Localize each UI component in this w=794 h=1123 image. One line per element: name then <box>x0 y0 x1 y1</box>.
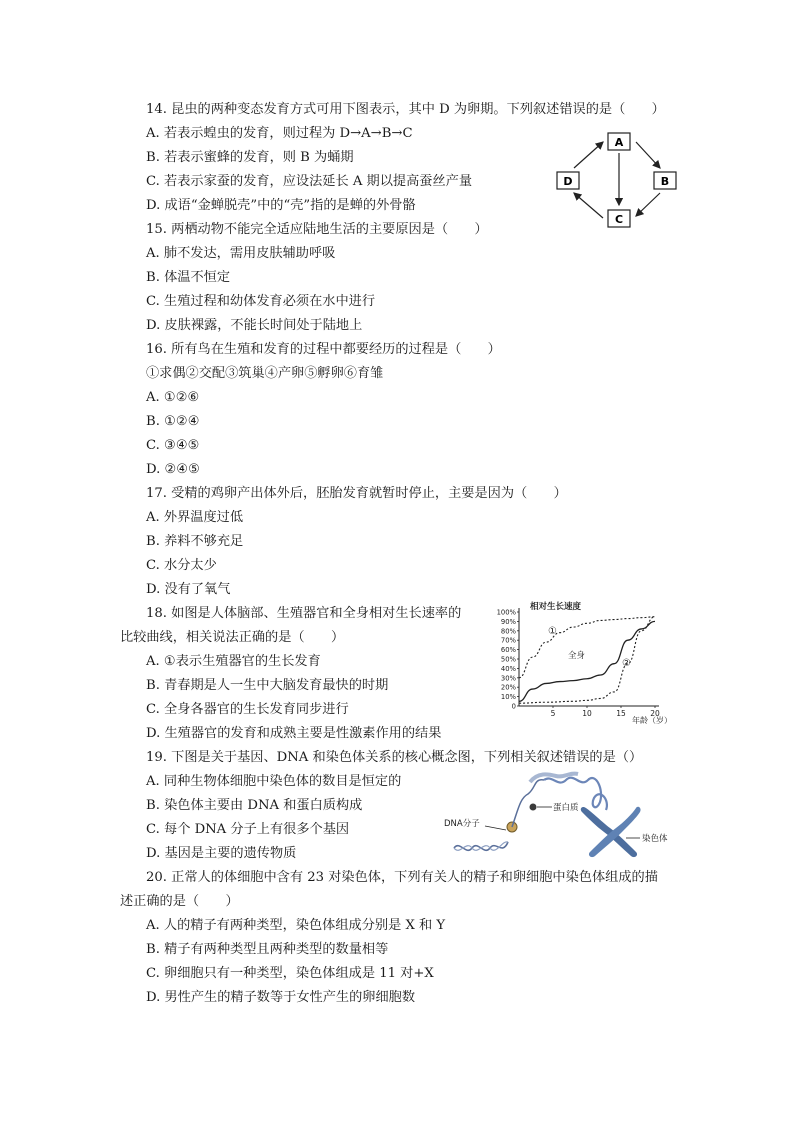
y-tick-label: 10% <box>500 693 516 702</box>
y-tick-label: 40% <box>500 664 516 673</box>
curve-label-two: ② <box>622 658 631 669</box>
question-15-option-a[interactable]: A. 肺不发达，需用皮肤辅助呼吸 <box>146 246 336 261</box>
question-18-option-a[interactable]: A. ①表示生殖器官的生长发育 <box>146 654 321 669</box>
y-tick-label: 60% <box>500 646 516 655</box>
x-tick-label: 15 <box>616 709 626 718</box>
growth-rate-chart <box>486 596 676 726</box>
question-20-option-c[interactable]: C. 卵细胞只有一种类型，染色体组成是 11 对+X <box>146 966 434 981</box>
insect-cycle-diagram <box>548 128 688 238</box>
question-20-stem-continued: 述正确的是（ ） <box>120 894 239 909</box>
question-14-option-a[interactable]: A. 若表示蝗虫的发育，则过程为 D→A→B→C <box>146 126 413 141</box>
question-16-process-list: ①求偶②交配③筑巢④产卵⑤孵卵⑥育雏 <box>146 366 384 381</box>
question-16-option-c[interactable]: C. ③④⑤ <box>146 438 200 453</box>
chart-x-title: 年龄（岁） <box>632 716 672 725</box>
question-16-stem: 16. 所有鸟在生殖和发育的过程中都要经历的过程是（ ） <box>146 342 501 357</box>
y-tick-label: 0 <box>511 702 516 711</box>
node-b-label: B <box>660 175 670 188</box>
protein-bead <box>530 804 537 811</box>
question-18-option-c[interactable]: C. 全身各器官的生长发育同步进行 <box>146 702 349 717</box>
gene-dna-chromosome-diagram <box>440 770 680 865</box>
question-14-option-c[interactable]: C. 若表示家蚕的发育，应设法延长 A 期以提高蚕丝产量 <box>146 174 473 189</box>
x-tick-label: 5 <box>550 709 556 718</box>
question-18-option-d[interactable]: D. 生殖器官的发育和成熟主要是性激素作用的结果 <box>146 726 442 741</box>
question-19-option-d[interactable]: D. 基因是主要的遗传物质 <box>146 846 297 861</box>
question-17-option-c[interactable]: C. 水分太少 <box>146 558 217 573</box>
question-18-stem-continued: 比较曲线，相关说法正确的是（ ） <box>120 630 345 645</box>
y-tick-label: 30% <box>500 674 516 683</box>
dna-helix-strand-2 <box>454 842 508 850</box>
dna-leader-line <box>485 826 506 830</box>
curve-whole-body <box>519 621 655 701</box>
arrow-d-to-a <box>574 142 603 168</box>
node-a-label: A <box>614 136 624 149</box>
question-15-option-b[interactable]: B. 体温不恒定 <box>146 270 231 285</box>
question-15-stem: 15. 两栖动物不能完全适应陆地生活的主要原因是（ ） <box>146 222 488 237</box>
dna-label: DNA分子 <box>444 819 480 829</box>
question-14-option-b[interactable]: B. 若表示蜜蜂的发育，则 B 为蛹期 <box>146 150 354 165</box>
question-15-option-d[interactable]: D. 皮肤裸露，不能长时间处于陆地上 <box>146 318 363 333</box>
y-tick-label: 70% <box>500 636 516 645</box>
question-18-stem: 18. 如图是人体脑部、生殖器官和全身相对生长速率的 <box>146 606 462 621</box>
question-17-option-d[interactable]: D. 没有了氧气 <box>146 582 231 597</box>
curve-label-one: ① <box>548 626 557 637</box>
y-tick-label: 80% <box>500 627 516 636</box>
protein-label: 蛋白质 <box>553 803 579 813</box>
question-19-option-a[interactable]: A. 同种生物体细胞中染色体的数目是恒定的 <box>146 774 402 789</box>
chart-y-title: 相对生长速度 <box>530 602 582 612</box>
question-20-option-a[interactable]: A. 人的精子有两种类型，染色体组成分别是 X 和 Y <box>146 918 446 933</box>
question-20-option-d[interactable]: D. 男性产生的精子数等于女性产生的卵细胞数 <box>146 990 416 1005</box>
arrow-b-to-c <box>636 193 660 216</box>
x-tick-label: 20 <box>650 709 660 718</box>
x-tick-label: 10 <box>582 709 592 718</box>
question-19-option-b[interactable]: B. 染色体主要由 DNA 和蛋白质构成 <box>146 798 363 813</box>
node-c-label: C <box>614 213 624 226</box>
curve-two <box>519 617 655 703</box>
question-18-option-b[interactable]: B. 青春期是人一生中大脑发育最快的时期 <box>146 678 389 693</box>
question-17-option-a[interactable]: A. 外界温度过低 <box>146 510 244 525</box>
chromosome-label: 染色体 <box>642 834 668 844</box>
question-17-option-b[interactable]: B. 养料不够充足 <box>146 534 244 549</box>
question-14-stem: 14. 昆虫的两种变态发育方式可用下图表示，其中 D 为卵期。下列叙述错误的是（ ） <box>146 102 665 117</box>
y-tick-label: 50% <box>500 655 516 664</box>
curve-label-whole: 全身 <box>568 651 586 661</box>
y-tick-label: 100% <box>496 608 516 617</box>
question-16-option-d[interactable]: D. ②④⑤ <box>146 462 200 477</box>
question-16-option-a[interactable]: A. ①②⑥ <box>146 390 200 405</box>
question-19-stem: 19. 下图是关于基因、DNA 和染色体关系的核心概念图，下列相关叙述错误的是（） <box>146 750 643 765</box>
question-16-option-b[interactable]: B. ①②④ <box>146 414 200 429</box>
y-tick-label: 90% <box>500 617 516 626</box>
question-15-option-c[interactable]: C. 生殖过程和幼体发育必须在水中进行 <box>146 294 376 309</box>
arrow-a-to-b <box>636 142 660 168</box>
question-20-option-b[interactable]: B. 精子有两种类型且两种类型的数量相等 <box>146 942 389 957</box>
question-14-option-d[interactable]: D. 成语“金蝉脱壳”中的“壳”指的是蝉的外骨骼 <box>146 198 416 213</box>
question-20-stem: 20. 正常人的体细胞中含有 23 对染色体，下列有关人的精子和卵细胞中染色体组成的描 <box>146 870 658 885</box>
node-d-label: D <box>563 175 573 188</box>
arrow-c-to-d <box>574 193 603 218</box>
y-tick-label: 20% <box>500 683 516 692</box>
chromosome-shape <box>581 807 641 857</box>
chromatin-fiber <box>512 780 544 827</box>
question-17-stem: 17. 受精的鸡卵产出体外后，胚胎发育就暂时停止，主要是因为（ ） <box>146 486 567 501</box>
question-19-option-c[interactable]: C. 每个 DNA 分子上有很多个基因 <box>146 822 350 837</box>
